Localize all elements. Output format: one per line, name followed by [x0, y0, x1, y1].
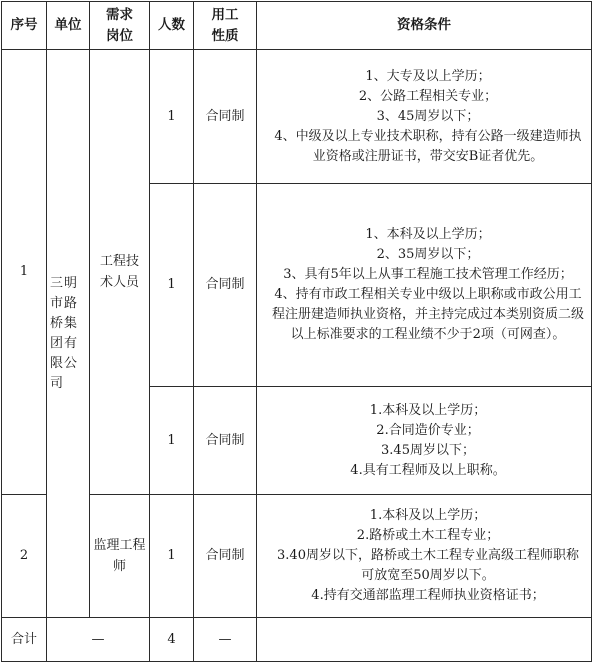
- condition-line: 4.持有交通部监理工程师执业资格证书；: [311, 588, 545, 603]
- conditions-cell: [257, 184, 592, 387]
- employment-cell: 合同制: [194, 50, 257, 184]
- header-unit: 单位: [47, 2, 90, 50]
- post-name: 工程技术人员: [99, 254, 139, 290]
- header-conditions: 资格条件: [257, 2, 592, 50]
- condition-line: 3、45周岁以下；: [376, 108, 480, 124]
- seq-cell: 1: [2, 50, 47, 495]
- condition-line: 3.45周岁以下；: [381, 442, 475, 458]
- condition-line: 3.40周岁以下，路桥或土木工程专业高级工程师职称可放宽至50周岁以下。: [277, 548, 579, 583]
- conditions-cell: [257, 387, 592, 495]
- total-label: 合计: [2, 618, 47, 662]
- condition-line: 3、具有5年以上从事工程施工技术管理工作经历；: [283, 267, 573, 282]
- header-post-label: 需求岗位: [106, 6, 133, 44]
- conditions-cell: [257, 50, 592, 184]
- header-post: [90, 2, 150, 50]
- header-seq: 序号: [2, 2, 47, 50]
- condition-line: 1、大专及以上学历；: [365, 68, 491, 84]
- post-cell: [90, 50, 150, 495]
- post-cell: [90, 495, 150, 618]
- condition-line: 1.本科及以上学历；: [369, 402, 487, 418]
- total-unit-dash: —: [47, 618, 150, 662]
- condition-line: 1.本科及以上学历；: [369, 508, 487, 523]
- condition-line: 1、本科及以上学历；: [365, 227, 491, 242]
- header-count: 人数: [150, 2, 194, 50]
- table-row: [2, 50, 592, 184]
- total-conditions: [257, 618, 592, 662]
- count-cell: 1: [150, 184, 194, 387]
- unit-cell: [47, 50, 90, 618]
- condition-line: 2、35周岁以下；: [376, 247, 480, 262]
- condition-line: 2、公路工程相关专业；: [358, 88, 498, 104]
- count-cell: 1: [150, 495, 194, 618]
- condition-line: 2.合同造价专业；: [376, 422, 480, 438]
- count-cell: 1: [150, 50, 194, 184]
- post-name: 监理工程师: [93, 538, 146, 574]
- total-row: [2, 618, 592, 662]
- condition-line: 4、中级及以上专业技术职称，持有公路一级建造师执业资格或注册证书，带交安B证者优先。: [274, 128, 582, 164]
- unit-name: 三明市路桥集团有限公司: [50, 275, 79, 391]
- condition-line: 2.路桥或土木工程专业；: [356, 528, 500, 543]
- count-cell: 1: [150, 387, 194, 495]
- seq-cell: 2: [2, 495, 47, 618]
- header-employment-label: 用工性质: [211, 6, 239, 44]
- total-count: 4: [150, 618, 194, 662]
- total-employment-dash: —: [194, 618, 257, 662]
- employment-cell: 合同制: [194, 387, 257, 495]
- condition-line: 4.具有工程师及以上职称。: [350, 462, 506, 478]
- employment-cell: 合同制: [194, 495, 257, 618]
- condition-line: 4、持有市政工程相关专业中级以上职称或市政公用工程注册建造师执业资格，并主持完成过本类别资质二级以上标准要求的工程业绩不少于2项（可网查）。: [271, 287, 584, 342]
- recruitment-table: [1, 1, 592, 662]
- employment-cell: 合同制: [194, 184, 257, 387]
- header-row: [2, 2, 592, 50]
- header-employment: [194, 2, 257, 50]
- table-row: [2, 495, 592, 618]
- conditions-cell: [257, 495, 592, 618]
